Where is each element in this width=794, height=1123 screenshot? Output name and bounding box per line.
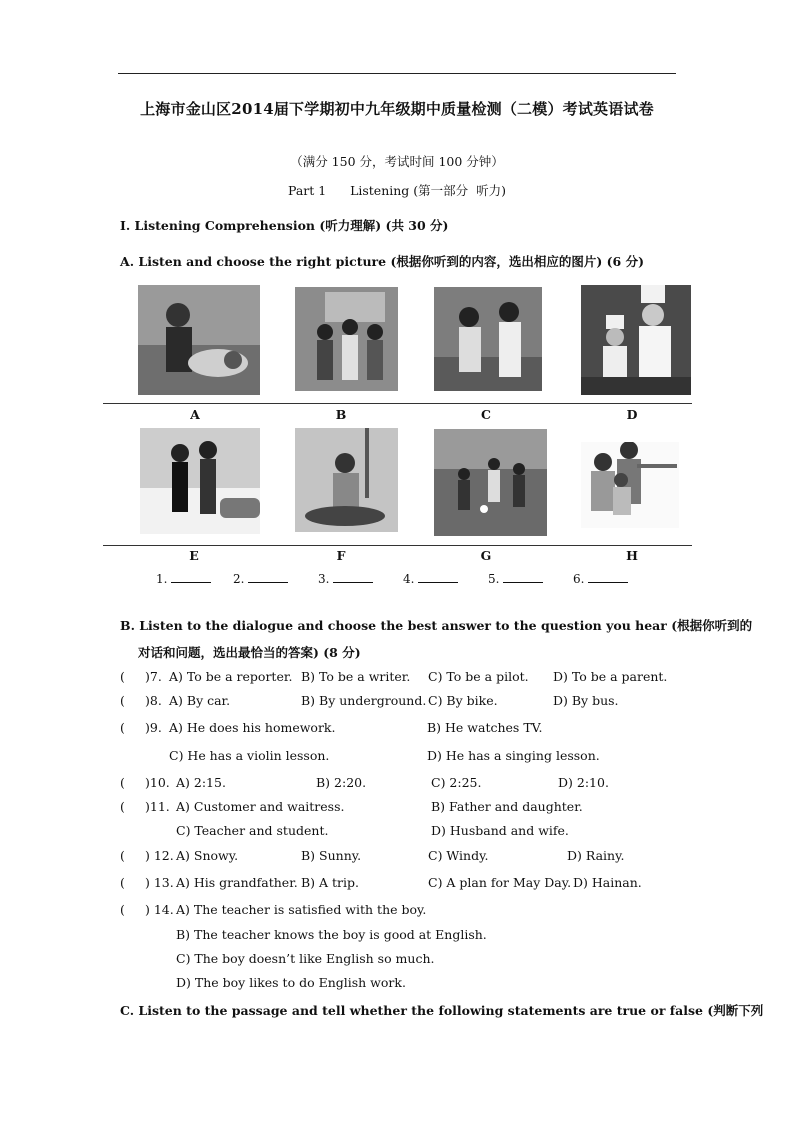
picture-label-b: B: [335, 407, 347, 422]
q9-option-c: C) He has a violin lesson.: [169, 748, 330, 763]
q14-option-b: B) The teacher knows the boy is good at English.: [176, 927, 487, 942]
q10-option-c: C) 2:25.: [431, 775, 482, 790]
q11-paren[interactable]: (: [120, 799, 125, 814]
picture-f-man-motorbike: [295, 428, 398, 532]
picture-a-nurse-care: [138, 285, 260, 395]
q11-option-c: C) Teacher and student.: [176, 823, 329, 838]
q7-option-a: A) To be a reporter.: [169, 669, 293, 684]
q13-option-b: B) A trip.: [301, 875, 360, 890]
q13-paren[interactable]: (: [120, 875, 125, 890]
q13-option-d: D) Hainan.: [573, 875, 642, 890]
picture-label-c: C: [481, 407, 491, 422]
picture-b-children-street: [295, 287, 398, 391]
q12-option-d: D) Rainy.: [567, 848, 625, 863]
picture-e-women-shopping: [140, 428, 260, 534]
answer-blank-1[interactable]: 1.: [156, 572, 211, 586]
top-rule: [118, 73, 676, 74]
picture-label-e: E: [189, 548, 199, 563]
q12-paren[interactable]: (: [120, 848, 125, 863]
picture-g-football-players: [434, 429, 547, 536]
q13-option-c: C) A plan for May Day.: [428, 875, 572, 890]
q7-option-b: B) To be a writer.: [301, 669, 411, 684]
picture-label-f: F: [336, 548, 346, 563]
picture-label-a: A: [190, 407, 200, 422]
q10-option-b: B) 2:20.: [316, 775, 367, 790]
q11-option-a: A) Customer and waitress.: [176, 799, 345, 814]
answer-blank-4[interactable]: 4.: [403, 572, 458, 586]
q8-number: )8.: [145, 693, 162, 708]
q9-option-d: D) He has a singing lesson.: [427, 748, 600, 763]
part-heading: Part 1 Listening (第一部分 听力): [288, 183, 506, 198]
q11-option-b: B) Father and daughter.: [431, 799, 583, 814]
q7-option-c: C) To be a pilot.: [428, 669, 529, 684]
q8-option-d: D) By bus.: [553, 693, 619, 708]
q7-paren[interactable]: (: [120, 669, 125, 684]
picture-label-d: D: [626, 407, 638, 422]
exam-info: （满分 150 分，考试时间 100 分钟）: [290, 154, 504, 169]
q9-option-a: A) He does his homework.: [169, 720, 336, 735]
q14-number: ) 14.: [145, 902, 174, 917]
picture-label-g: G: [480, 548, 492, 563]
q8-option-a: A) By car.: [169, 693, 231, 708]
q10-option-a: A) 2:15.: [176, 775, 226, 790]
section-i-heading: I. Listening Comprehension (听力理解) (共 30 分): [120, 218, 449, 233]
answer-blank-5[interactable]: 5.: [488, 572, 543, 586]
q13-number: ) 13.: [145, 875, 174, 890]
section-b-heading-cont: 对话和问题，选出最恰当的答案) (8 分): [138, 645, 361, 660]
q11-option-d: D) Husband and wife.: [431, 823, 569, 838]
answer-blank-6[interactable]: 6.: [573, 572, 628, 586]
q10-option-d: D) 2:10.: [558, 775, 609, 790]
q12-number: ) 12.: [145, 848, 174, 863]
q10-paren[interactable]: (: [120, 775, 125, 790]
row1-divider: [103, 403, 692, 404]
q14-option-a: A) The teacher is satisfied with the boy.: [176, 902, 427, 917]
section-a-heading: A. Listen and choose the right picture (根据你听到的内容，选出相应的图片) (6 分): [120, 254, 645, 269]
q7-option-d: D) To be a parent.: [553, 669, 668, 684]
section-b-heading: B. Listen to the dialogue and choose the best answer to the question you hear (根据你听到的: [120, 618, 753, 633]
q14-option-c: C) The boy doesn’t like English so much.: [176, 951, 435, 966]
picture-label-h: H: [626, 548, 638, 563]
q9-number: )9.: [145, 720, 162, 735]
page-title: 上海市金山区2014届下学期初中九年级期中质量检测（二模）考试英语试卷: [140, 100, 654, 118]
q9-paren[interactable]: (: [120, 720, 125, 735]
answer-blank-2[interactable]: 2.: [233, 572, 288, 586]
picture-d-chefs-cooking: [581, 285, 691, 395]
q9-option-b: B) He watches TV.: [427, 720, 543, 735]
q14-option-d: D) The boy likes to do English work.: [176, 975, 406, 990]
section-c-heading: C. Listen to the passage and tell whether the following statements are true or false (判断下列: [120, 1003, 764, 1018]
picture-c-volunteers: [434, 287, 542, 391]
q8-option-b: B) By underground.: [301, 693, 427, 708]
q12-option-a: A) Snowy.: [176, 848, 239, 863]
q7-number: )7.: [145, 669, 162, 684]
q8-option-c: C) By bike.: [428, 693, 498, 708]
row2-divider: [103, 545, 692, 546]
q13-option-a: A) His grandfather.: [176, 875, 298, 890]
q12-option-c: C) Windy.: [428, 848, 489, 863]
q8-paren[interactable]: (: [120, 693, 125, 708]
q11-number: )11.: [145, 799, 170, 814]
q12-option-b: B) Sunny.: [301, 848, 362, 863]
q10-number: )10.: [145, 775, 170, 790]
answer-blank-3[interactable]: 3.: [318, 572, 373, 586]
q14-paren[interactable]: (: [120, 902, 125, 917]
picture-h-family-pointing: [581, 442, 679, 528]
